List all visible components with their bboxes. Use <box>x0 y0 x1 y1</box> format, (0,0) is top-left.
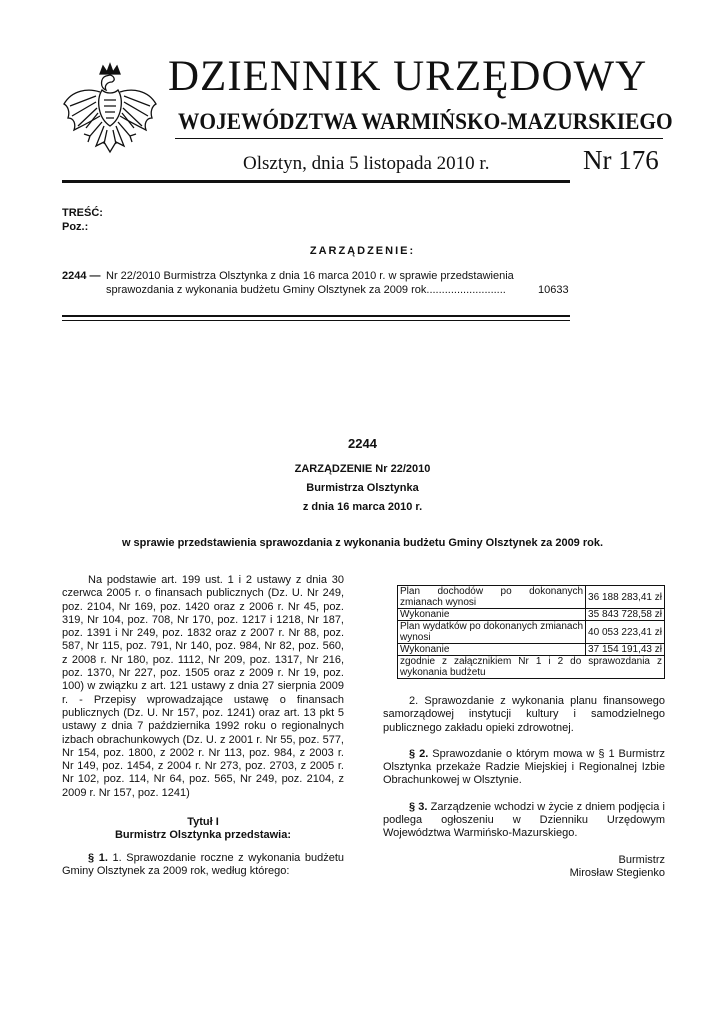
divider <box>62 320 570 321</box>
paragraph-2 <box>383 748 665 788</box>
signature-role: Burmistrz <box>618 853 665 866</box>
table-cell-value: 36 188 283,41 zł <box>586 586 665 609</box>
right-column <box>383 585 665 880</box>
table-cell-label: Wykonanie <box>398 609 586 621</box>
paragraph-text: Sprawozdanie o którym mowa w § 1 Burmistrz Olsztynka przekaże Radzie Miejskiej i Regionalnej Izbie Obrachunkowej w Olsztynie. <box>383 747 665 787</box>
divider <box>62 180 570 183</box>
table-row <box>398 621 665 644</box>
act-date: z dnia 16 marca 2010 r. <box>302 501 423 513</box>
table-cell-label: Plan dochodów po dokonanych zmianach wynosi <box>398 586 586 609</box>
signature-name: Mirosław Stegienko <box>569 866 665 879</box>
point-2: 2. Sprawozdanie z wykonania planu finansowego samorządowej instytucji kultury i samodzielnego publicznego zakładu opieki zdrowotnej. <box>383 695 665 734</box>
table-cell-label: Plan wydatków po dokonanych zmianach wynosi <box>398 621 586 644</box>
act-number: 2244 <box>348 436 377 451</box>
position-label: Poz.: <box>62 221 89 233</box>
toc-entry-line: Nr 22/2010 Burmistrza Olsztynka z dnia 16 marca 2010 r. w sprawie przedstawienia <box>106 270 514 282</box>
paragraph-mark: § 1. <box>88 852 108 865</box>
journal-subtitle: WOJEWÓDZTWA WARMIŃSKO-MAZURSKIEGO <box>178 109 673 134</box>
table-cell-label: Wykonanie <box>398 644 586 656</box>
paragraph-1 <box>62 852 344 879</box>
act-issuer: Burmistrza Olsztynka <box>306 482 419 494</box>
divider <box>62 315 570 317</box>
toc-entry-line: sprawozdania z wykonania budżetu Gminy Olsztynek za 2009 rok.......................... <box>106 284 506 296</box>
left-column <box>62 574 344 879</box>
title-heading: Tytuł I <box>187 816 219 829</box>
table-row <box>398 586 665 609</box>
contents-label: TREŚĆ: <box>62 207 103 219</box>
place-and-date: Olsztyn, dnia 5 listopada 2010 r. <box>243 153 490 174</box>
issue-number: Nr 176 <box>583 145 659 175</box>
contents-section-heading: ZARZĄDZENIE: <box>309 245 416 257</box>
table-cell-value: 40 053 223,41 zł <box>586 621 665 644</box>
act-subject: w sprawie przedstawienia sprawozdania z wykonania budżetu Gminy Olsztynek za 2009 rok. <box>121 537 604 549</box>
journal-title: DZIENNIK URZĘDOWY <box>168 53 648 100</box>
paragraph-mark: § 2. <box>409 747 429 760</box>
paragraph-text: 1. Sprawozdanie roczne z wykonania budżetu Gminy Olsztynek za 2009 rok, według którego: <box>62 852 344 878</box>
table-row <box>398 644 665 656</box>
paragraph-text: Zarządzenie wchodzi w życie z dniem podjęcia i podlega ogłoszeniu w Dzienniku Urzędowym Województwa Warmińsko-Mazurskiego. <box>383 800 665 840</box>
table-row <box>398 609 665 621</box>
table-footer: zgodnie z załącznikiem Nr 1 i 2 do sprawozdania z wykonania budżetu <box>398 656 665 679</box>
toc-entry-number: 2244 — <box>62 270 101 282</box>
title-subheading: Burmistrz Olsztynka przedstawia: <box>114 829 292 842</box>
paragraph-mark: § 3. <box>409 800 428 813</box>
table-cell-value: 37 154 191,43 zł <box>586 644 665 656</box>
toc-entry-page: 10633 <box>538 284 569 296</box>
table-cell-value: 35 843 728,58 zł <box>586 609 665 621</box>
eagle-emblem-icon <box>60 60 160 168</box>
preamble: Na podstawie art. 199 ust. 1 i 2 ustawy z dnia 30 czerwca 2005 r. o finansach publicznych (Dz. U. Nr 249, poz. 2104, Nr 169, poz. 1420 oraz z 2006 r. Nr 45, poz. 319, Nr 104, poz. 708, Nr 170, poz. 1217 i 1218, Nr 187, poz. 1391 i Nr 249, poz. 1832 oraz z 2007 r. Nr 88, poz. 587, Nr 115, poz. 791, Nr 140, poz. 984, Nr 82, poz. 560, z 2008 r. Nr 180, poz. 1112, Nr 209, poz. 1317, Nr 216, poz. 1370, Nr 227, poz. 1505 oraz z 2009 r. Nr 19, poz. 100) w związku z art. 121 ustawy z dnia 27 sierpnia 2009 r. - Przepisy wprowadzające ustawę o finansach publicznych (Dz. U. Nr 157, poz. 1241) oraz art. 13 pkt 5 ustawy z dnia 7 października 1992 roku o regionalnych izbach obrachunkowych (Dz. U. z 2001 r. Nr 55, poz. 577, Nr 154, poz. 1800, z 2002 r. Nr 113, poz. 984, z 2003 r. Nr 149, poz. 1454, z 2004 r. Nr 273, poz. 2703, z 2005 r. Nr 102, poz. 114, Nr 64, poz. 565, Nr 249, poz. 2104, z 2009 r. Nr 157, poz. 1241) <box>62 574 344 799</box>
table-row <box>398 656 665 679</box>
divider <box>175 138 663 139</box>
act-title: ZARZĄDZENIE Nr 22/2010 <box>294 463 431 475</box>
budget-table <box>397 585 665 679</box>
paragraph-3 <box>383 801 665 841</box>
